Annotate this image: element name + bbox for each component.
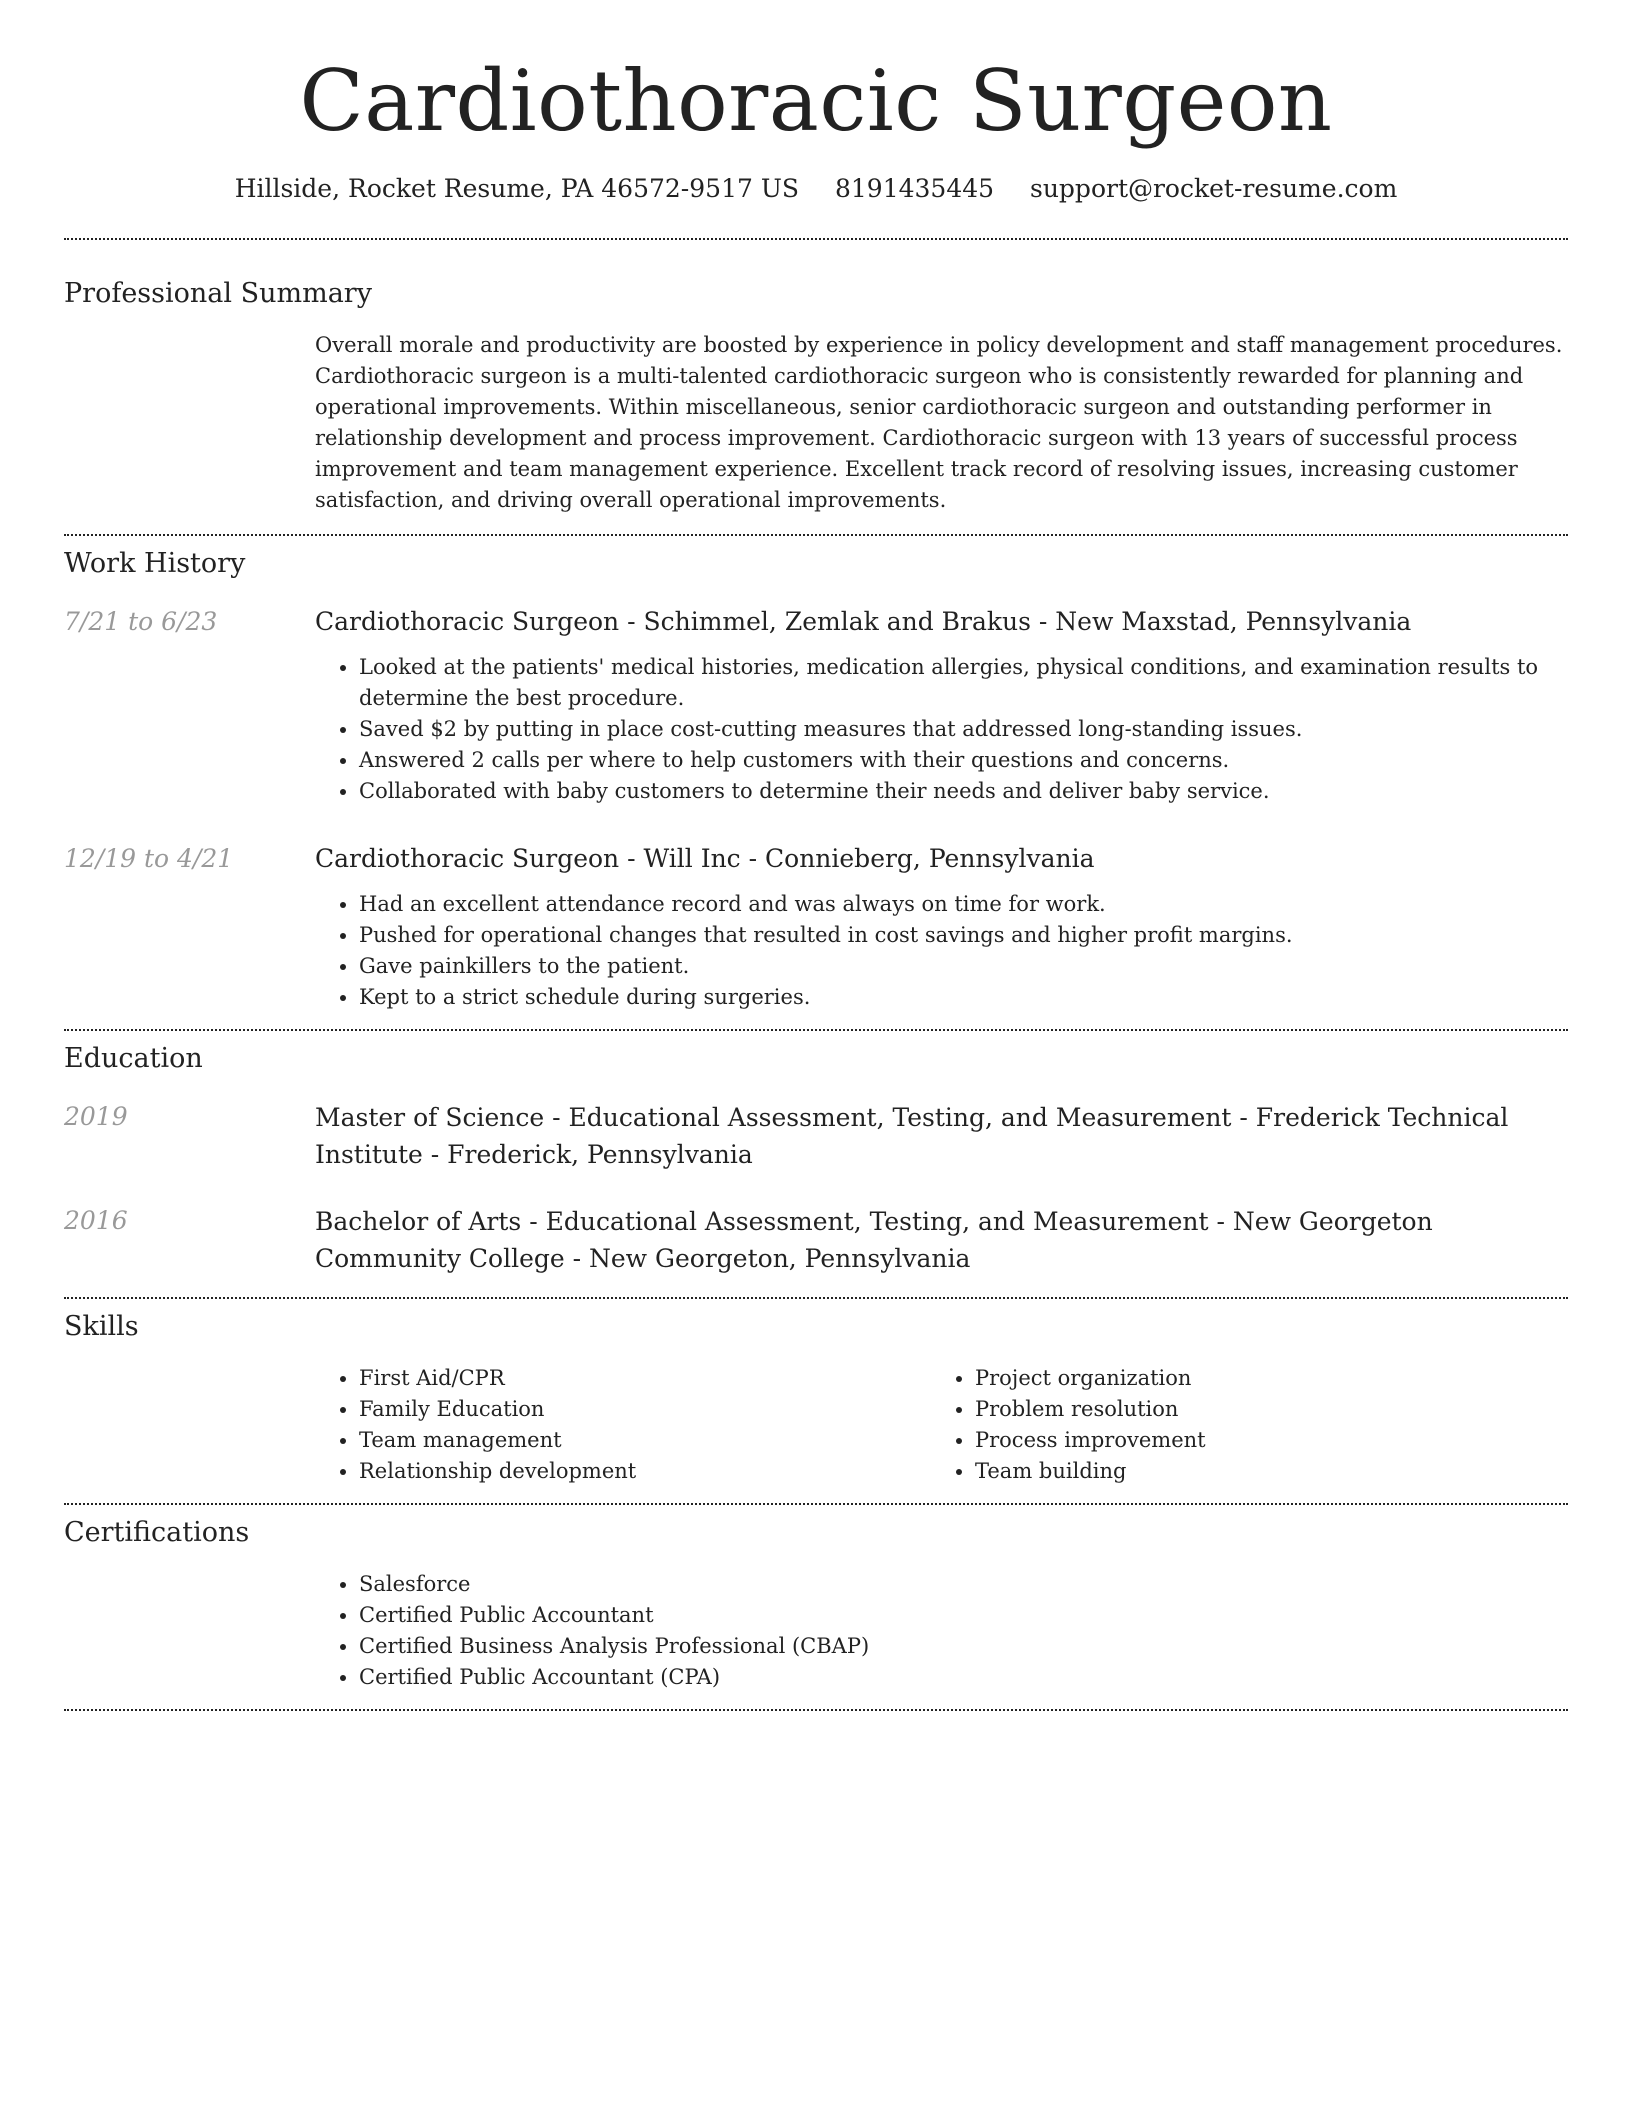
job-title: Cardiothoracic Surgeon - Will Inc - Connieberg, Pennsylvania (315, 844, 1095, 873)
list-item: • Answered 2 calls per where to help customers with their questions and concerns. (359, 745, 1568, 776)
education-title: Bachelor of Arts - Educational Assessment, Testing, and Measurement - New Georgeton Community College - New Georgeton, Pennsylvania (315, 1207, 1433, 1273)
certifications-list (64, 1569, 1568, 1693)
skills-column (315, 1363, 931, 1487)
list-item: • First Aid/CPR (359, 1363, 931, 1394)
resume-name: Cardiothoracic Surgeon (299, 52, 1333, 150)
list-item: • Team building (975, 1456, 1206, 1487)
certifications-section (64, 1505, 1568, 1693)
contact-phone: 8191435445 (834, 174, 995, 203)
education-entry (64, 1203, 1568, 1277)
job-entry (64, 604, 1568, 807)
education-title: Master of Science - Educational Assessment, Testing, and Measurement - Frederick Technical Institute - Frederick, Pennsylvania (315, 1103, 1509, 1169)
work-history-section (64, 536, 1568, 1013)
list-item: • Certified Business Analysis Professional (CBAP) (359, 1631, 1568, 1662)
divider (64, 1709, 1568, 1711)
job-title: Cardiothoracic Surgeon - Schimmel, Zemlak and Brakus - New Maxstad, Pennsylvania (315, 607, 1412, 636)
list-item: • Certified Public Accountant (CPA) (359, 1662, 1568, 1693)
list-item: • Kept to a strict schedule during surgeries. (359, 982, 1568, 1013)
list-item: • Had an excellent attendance record and was always on time for work. (359, 889, 1568, 920)
list-item: • Salesforce (359, 1569, 1568, 1600)
skills-section (64, 1299, 1568, 1487)
list-item: • Pushed for operational changes that resulted in cost savings and higher profit margins. (359, 920, 1568, 951)
list-item: • Certified Public Accountant (359, 1600, 1568, 1631)
list-item: • Team management (359, 1425, 931, 1456)
section-heading-work: Work History (64, 548, 246, 579)
summary-text: Overall morale and productivity are boosted by experience in policy development and staff management procedures. Cardiothoracic surgeon is a multi-talented cardiothoracic surgeon who is consistently rewarded for planning and operational improvements. Within miscellaneous, senior cardiothoracic surgeon and outstanding performer in relationship development and process improvement. Cardiothoracic surgeon with 13 years of successful process improvement and team management experience. Excellent track record of resolving issues, increasing customer satisfaction, and driving overall operational improvements. (315, 333, 1563, 512)
job-dates: 12/19 to 4/21 (64, 844, 234, 873)
list-item: • Looked at the patients' medical histories, medication allergies, physical conditions, and examination results to determine the best procedure. (359, 652, 1568, 714)
summary-section (64, 240, 1568, 516)
education-section (64, 1031, 1568, 1277)
section-heading-education: Education (64, 1043, 203, 1074)
list-item: • Relationship development (359, 1456, 931, 1487)
skills-column (931, 1363, 1206, 1487)
section-heading-skills: Skills (64, 1311, 139, 1342)
job-entry (64, 841, 1568, 1013)
certifications-items (315, 1569, 1568, 1693)
list-item: • Project organization (975, 1363, 1206, 1394)
section-heading-certifications: Certifications (64, 1517, 250, 1548)
education-year: 2019 (64, 1102, 128, 1131)
job-dates: 7/21 to 6/23 (64, 607, 218, 636)
section-heading-summary: Professional Summary (64, 278, 372, 309)
list-item: • Family Education (359, 1394, 931, 1425)
job-bullets (315, 889, 1568, 1013)
list-item: • Collaborated with baby customers to determine their needs and deliver baby service. (359, 776, 1568, 807)
list-item: • Process improvement (975, 1425, 1206, 1456)
contact-address: Hillside, Rocket Resume, PA 46572-9517 US (234, 174, 800, 203)
list-item: • Gave painkillers to the patient. (359, 951, 1568, 982)
list-item: • Problem resolution (975, 1394, 1206, 1425)
skills-list (64, 1363, 1568, 1487)
list-item: • Saved $2 by putting in place cost-cutting measures that addressed long-standing issues. (359, 714, 1568, 745)
job-bullets (315, 652, 1568, 807)
education-entry (64, 1099, 1568, 1173)
contact-line (64, 172, 1568, 206)
contact-email: support@rocket-resume.com (1030, 174, 1398, 203)
education-year: 2016 (64, 1206, 128, 1235)
